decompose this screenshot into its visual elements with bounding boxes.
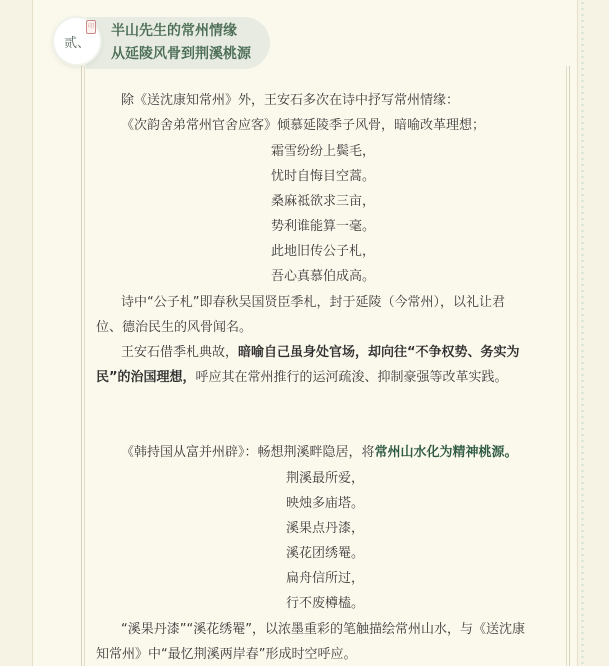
poem1-line: 霜雪纷纷上鬓毛， (271, 144, 376, 159)
intro-paragraph: 除《送沈康知常州》外，王安石多次在诗中抒写常州情缘： (121, 93, 460, 108)
note2-emphasis-cont: 民”的治国理想， (96, 370, 196, 385)
seal-icon: 印 (86, 20, 96, 34)
note2-line-2 (96, 369, 508, 387)
poem1-line: 此地旧传公子札， (271, 244, 376, 259)
rule-line-left-inner (84, 66, 85, 666)
poem2-lead (121, 444, 518, 462)
poem1-line: 势利谁能算一毫。 (271, 219, 376, 234)
poem1-line: 吾心真慕伯成高。 (271, 269, 376, 284)
poem2-line: 荆溪最所爱， (286, 471, 365, 486)
page-edge-right (577, 0, 578, 666)
note2-plain-cont: 呼应其在常州推行的运河疏浚、抑制豪强等改革实践。 (195, 370, 508, 385)
poem1-lead: 《次韵舍弟常州官舍应客》倾慕延陵季子风骨，暗喻改革理想； (121, 118, 486, 133)
poem2-line: 溪花团绣罨。 (286, 546, 365, 561)
poem2-lead-highlight: 常州山水化为精神桃源。 (374, 445, 518, 460)
rule-line-left (81, 66, 82, 666)
note2-plain: 王安石借季札典故， (121, 345, 239, 360)
section-title-line-1: 半山先生的常州情缘 (111, 23, 237, 39)
poem2-line: 溪果点丹漆， (286, 521, 365, 536)
note2-emphasis: 暗喻自己虽身处官场，却向往“不争权势、务实为 (238, 345, 520, 360)
rule-line-right (569, 66, 570, 666)
rule-line-right-inner (566, 66, 567, 666)
note2-line-1 (121, 344, 520, 362)
note1-line-2: 位、德治民生的风骨闻名。 (96, 320, 253, 335)
dotted-border (581, 0, 584, 666)
note3-line-2: 知常州》中“最忆荆溪两岸春”形成时空呼应。 (96, 647, 357, 662)
section-number: 贰、 (63, 35, 90, 51)
note1-line-1: 诗中“公子札”即春秋吴国贤臣季札，封于延陵（今常州），以礼让君 (121, 295, 505, 310)
poem1-line: 桑麻祗欲求三亩， (271, 194, 376, 209)
section-title (111, 20, 251, 66)
poem2-line: 扁舟信所过， (286, 571, 365, 586)
poem2-line: 行不废樽榼。 (286, 596, 365, 611)
poem2-line: 映烛多庙塔。 (286, 496, 365, 511)
note3-line-1: “溪果丹漆”“溪花绣罨”，以浓墨重彩的笔触描绘常州山水，与《送沈康 (121, 622, 525, 637)
page-edge-left (32, 0, 33, 666)
poem1-line: 忧时自悔目空蒿。 (271, 169, 376, 184)
poem2-lead-plain: 《韩持国从富并州辟》：畅想荆溪畔隐居，将 (121, 445, 375, 460)
section-title-line-2: 从延陵风骨到荆溪桃源 (111, 46, 251, 62)
